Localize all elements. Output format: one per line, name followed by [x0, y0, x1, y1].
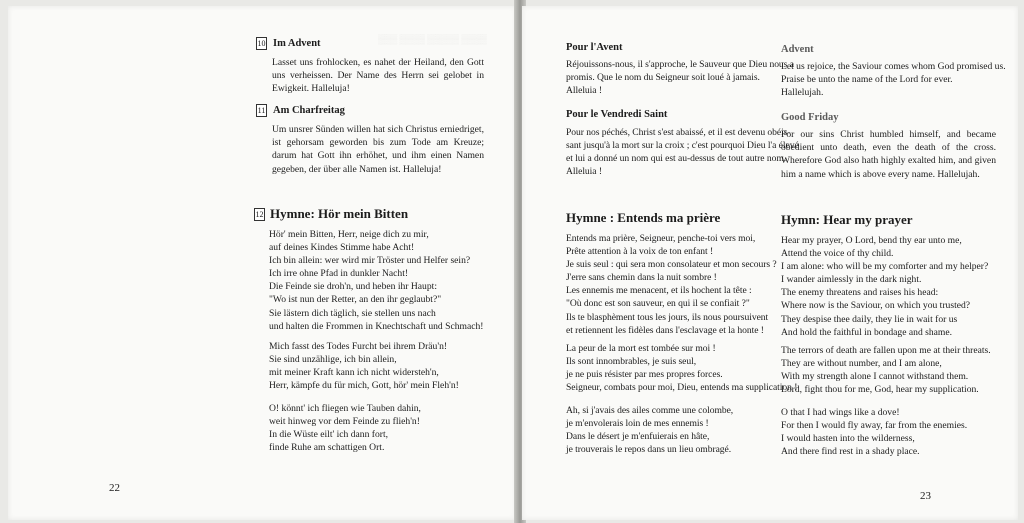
verse-line: mit meiner Kraft kann ich nicht widersteh'n,	[269, 367, 439, 379]
track-number-12: 12	[255, 210, 264, 219]
hymn-title-fr: Hymne : Entends ma prière	[566, 210, 721, 225]
verse-line: The terrors of death are fallen upon me at their threats.	[781, 345, 991, 356]
verse-line: Sie lästern dich täglich, sie stellen uns nach	[269, 307, 436, 319]
verse-line: Attend the voice of thy child.	[781, 248, 894, 260]
verse-line: finde Ruhe am schattigen Ort.	[269, 442, 385, 454]
text-line: Réjouissons-nous, il s'approche, le Sauveur que Dieu nous a	[566, 59, 794, 70]
hymn-title-en: Hymn: Hear my prayer	[781, 212, 913, 227]
verse-line: Die Feinde sie droh'n, und heben ihr Haupt:	[269, 281, 437, 293]
section-title-advent-de: Im Advent	[273, 38, 321, 49]
verse-line: je trouverais le repos dans un lieu ombragé.	[566, 444, 732, 456]
section-title-good-friday-en: Good Friday	[781, 112, 839, 123]
section-title-good-friday-fr: Pour le Vendredi Saint	[566, 109, 668, 120]
verse-line: And there find rest in a shady place.	[781, 446, 920, 458]
text-line: promis. Que le nom du Seigneur soit loué à jamais.	[566, 72, 760, 84]
text-line: Hallelujah.	[781, 87, 824, 99]
hymn-stanza-2-en	[781, 344, 991, 396]
verse-line: Hör' mein Bitten, Herr, neige dich zu mir,	[269, 229, 429, 240]
section-text-advent-fr	[566, 58, 794, 97]
section-text-advent-de: Lasset uns frohlocken, es nahet der Heiland, den Gott uns verheissen. Der Name des Herrn sei gelobet in Ewigkeit. Halleluja!	[272, 57, 484, 95]
verse-line: O! könnt' ich fliegen wie Tauben dahin,	[269, 403, 421, 414]
verse-line: Lord, fight thou for me, God, hear my supplication.	[781, 384, 979, 396]
verse-line: The enemy threatens and raises his head:	[781, 287, 939, 299]
hymn-stanza-1-fr	[566, 232, 777, 337]
verse-line: They despise thee daily, they lie in wait for us	[781, 313, 958, 325]
verse-line: je m'envolerais loin de mes ennemis !	[566, 418, 709, 430]
section-text-good-friday-de: Um unsrer Sünden willen hat sich Christus erniedriget, ist gehorsam geworden bis zum Tode am Kreuze; darum hat Gott ihn erhöhet, und ihm einen Namen gegeben, der über alle Namen ist. Halleluja!	[272, 124, 484, 175]
verse-line: I wander aimlessly in the dark night.	[781, 274, 922, 286]
hymn-stanza-1-de	[269, 228, 483, 333]
verse-line: Les ennemis me menacent, et ils hochent la tête :	[566, 285, 752, 297]
section-title-good-friday-de: Am Charfreitag	[273, 105, 345, 116]
verse-line: In die Wüste eilt' ich dann fort,	[269, 429, 389, 441]
verse-line: Entends ma prière, Seigneur, penche-toi vers moi,	[566, 233, 756, 244]
verse-line: Ils sont innombrables, je suis seul,	[566, 356, 697, 368]
verse-line: Where now is the Saviour, on which you trusted?	[781, 300, 971, 312]
show-through-text: ▒▒▒ ▒▒▒▒ ▒▒▒▒▒ ▒▒▒▒	[378, 34, 487, 44]
text-line: Praise be unto the name of the Lord for ever.	[781, 74, 953, 86]
verse-line: Hear my prayer, O Lord, bend thy ear unto me,	[781, 235, 962, 246]
section-text-good-friday-fr	[566, 126, 799, 178]
verse-line: Dans le désert je m'enfuierais en hâte,	[566, 431, 710, 443]
verse-line: auf deines Kindes Stimme habe Acht!	[269, 242, 415, 254]
hymn-stanza-2-fr	[566, 342, 797, 394]
verse-line: "Où donc est son sauveur, en qui il se confiait ?"	[566, 298, 750, 310]
page-number-right: 23	[920, 490, 931, 502]
track-number-11: 11	[257, 106, 266, 115]
text-line: Let us rejoice, the Saviour comes whom God promised us.	[781, 61, 1006, 72]
text-line: Pour nos péchés, Christ s'est abaissé, et il est devenu obéis-	[566, 127, 791, 138]
verse-line: I am alone: who will be my comforter and my helper?	[781, 261, 989, 273]
verse-line: Ah, si j'avais des ailes comme une colombe,	[566, 405, 734, 416]
hymn-stanza-1-en	[781, 234, 988, 339]
verse-line: Je suis seul : qui sera mon consolateur et mon secours ?	[566, 259, 777, 271]
verse-line: und halten die Frommen in Knechtschaft und Schmach!	[269, 320, 484, 332]
hymn-stanza-3-de	[269, 402, 421, 454]
text-line: Alleluia !	[566, 166, 602, 178]
section-text-good-friday-en: For our sins Christ humbled himself, and became obedient unto death, even the death of the cross. Wherefore God also hath highly exalted him, and given him a name which is above every name. Hallelujah.	[781, 129, 996, 180]
section-title-advent-fr: Pour l'Avent	[566, 42, 623, 53]
verse-line: Seigneur, combats pour moi, Dieu, entends ma supplication !	[566, 382, 798, 394]
verse-line: La peur de la mort est tombée sur moi !	[566, 343, 716, 354]
verse-line: Ils te blasphèment tous les jours, ils nous poursuivent	[566, 311, 769, 323]
verse-line: Ich irre ohne Pfad in dunkler Nacht!	[269, 268, 409, 280]
verse-line: et retiennent les fidèles dans l'esclavage et la honte !	[566, 324, 764, 336]
right-page	[522, 6, 1018, 520]
verse-line: I would hasten into the wilderness,	[781, 433, 915, 445]
verse-line: O that I had wings like a dove!	[781, 407, 900, 418]
hymn-stanza-2-de	[269, 340, 459, 392]
verse-line: Sie sind unzählige, ich bin allein,	[269, 354, 397, 366]
verse-line: Prête attention à la voix de ton enfant !	[566, 246, 714, 258]
verse-line: "Wo ist nun der Retter, an den ihr geglaubt?"	[269, 294, 442, 306]
verse-line: je ne puis résister par mes propres forces.	[566, 369, 723, 381]
page-number-left: 22	[109, 482, 120, 494]
text-line: Alleluia !	[566, 85, 602, 97]
hymn-stanza-3-fr	[566, 404, 733, 456]
text-line: et lui a donné un nom qui est au-dessus de tout autre nom.	[566, 153, 787, 165]
track-number-10: 10	[257, 39, 266, 48]
verse-line: J'erre sans chemin dans la nuit sombre !	[566, 272, 717, 284]
verse-line: They are without number, and I am alone,	[781, 358, 942, 370]
verse-line: Ich bin allein: wer wird mir Tröster und Helfer sein?	[269, 255, 471, 267]
verse-line: Herr, kämpfe du für mich, Gott, hör' mein Fleh'n!	[269, 380, 459, 392]
hymn-stanza-3-en	[781, 406, 967, 458]
hymn-title-de: Hymne: Hör mein Bitten	[270, 206, 409, 221]
section-title-advent-en: Advent	[781, 44, 814, 55]
verse-line: Mich fasst des Todes Furcht bei ihrem Dräu'n!	[269, 341, 448, 352]
verse-line: With my strength alone I cannot withstand them.	[781, 371, 969, 383]
verse-line: weit hinweg vor dem Feinde zu flieh'n!	[269, 416, 420, 428]
verse-line: And hold the faithful in bondage and shame.	[781, 326, 953, 338]
section-text-advent-en	[781, 60, 1006, 99]
verse-line: For then I would fly away, far from the enemies.	[781, 420, 968, 432]
left-page	[8, 6, 516, 520]
text-line: sant jusqu'à la mort sur la croix ; c'est pourquoi Dieu l'a élevé	[566, 140, 799, 152]
